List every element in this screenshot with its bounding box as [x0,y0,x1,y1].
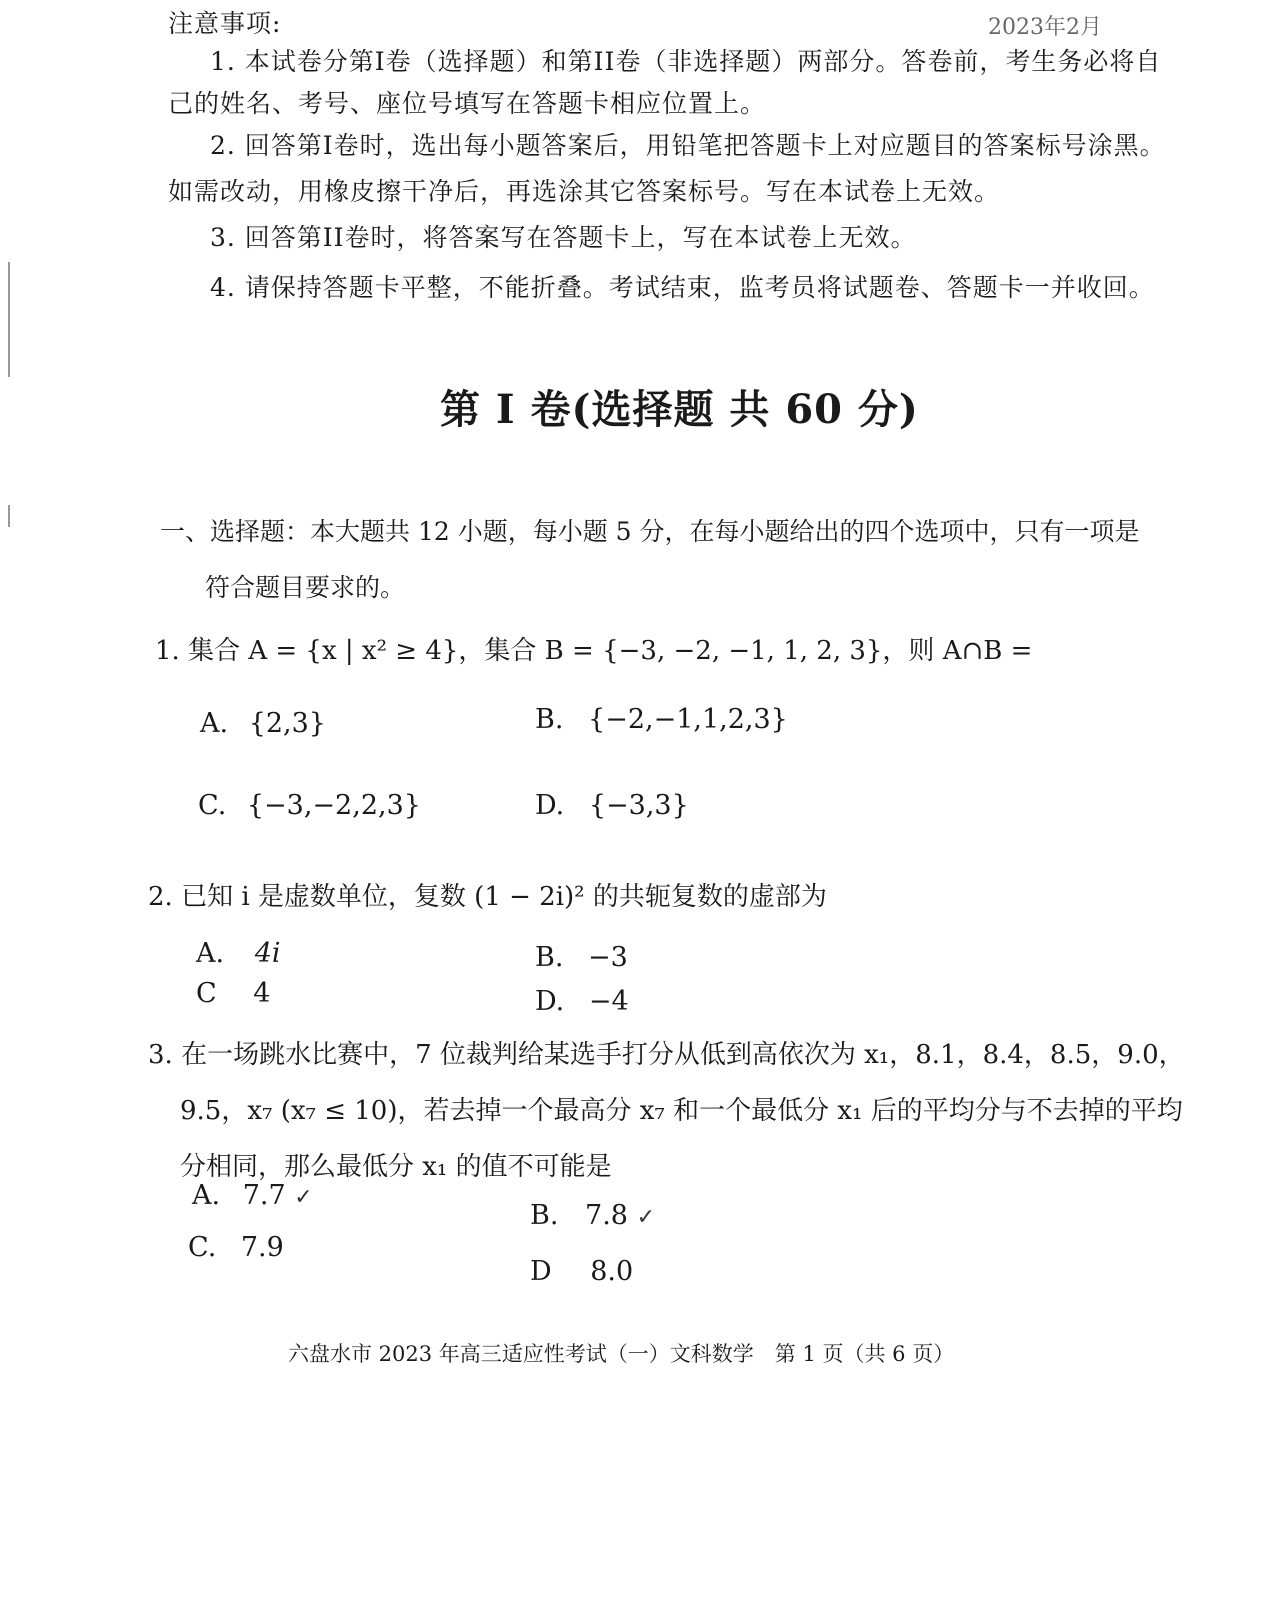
question-1-option-d [535,790,689,821]
question-3-stem-line-1: 3. 在一场跳水比赛中，7 位裁判给某选手打分从低到高依次为 x₁，8.1，8.4，8.5，9.0， [148,1040,1185,1070]
option-label: A. [196,938,225,969]
option-text: −4 [588,986,629,1017]
option-label: D. [535,986,565,1017]
option-text: −3 [588,942,628,973]
option-text: 4 [253,978,271,1009]
section-title: 第 I 卷(选择题 共 60 分) [440,386,919,433]
notice-line-4: 如需改动，用橡皮擦干净后，再选涂其它答案标号。写在本试卷上无效。 [168,177,1001,206]
notice-line-1: 1. 本试卷分第I卷（选择题）和第II卷（非选择题）两部分。答卷前，考生务必将自 [210,47,1162,76]
option-label: B. [530,1200,559,1231]
option-label: C [196,978,217,1009]
option-label: A. [200,708,229,739]
question-1-option-b [535,704,788,735]
option-text: {−3,−2,2,3} [246,790,421,821]
check-mark-icon: ✓ [294,1185,313,1210]
option-label: C. [198,790,227,821]
option-label: A. [192,1180,221,1211]
question-3-stem-line-3: 分相同，那么最低分 x₁ 的值不可能是 [180,1152,612,1182]
option-label: C. [188,1232,217,1263]
option-label: D [530,1256,552,1287]
question-3-option-d [530,1256,633,1287]
notice-line-5: 3. 回答第II卷时，将答案写在答题卡上，写在本试卷上无效。 [210,223,917,252]
option-text: {−3,3} [588,790,689,821]
option-text: 4i [254,938,281,969]
question-1-option-a [200,708,326,739]
option-label: D. [535,790,565,821]
question-2-option-c [196,978,270,1009]
option-text: 7.7 [242,1180,286,1211]
option-text: 7.8 [585,1200,628,1231]
option-text: 8.0 [590,1256,634,1287]
option-text: {−2,−1,1,2,3} [588,704,788,735]
question-3-option-c [188,1232,284,1263]
question-3-option-a [192,1180,313,1211]
section-intro-line-2: 符合题目要求的。 [205,573,406,602]
question-1-stem: 1. 集合 A = {x | x² ≥ 4}，集合 B = {−3, −2, −1, 1, 2, 3}，则 A∩B = [155,636,1033,666]
question-2-option-b [535,942,628,973]
option-text: 7.9 [240,1232,284,1263]
notice-line-3: 2. 回答第I卷时，选出每小题答案后，用铅笔把答题卡上对应题目的答案标号涂黑。 [210,131,1166,160]
check-mark-icon: ✓ [636,1205,656,1230]
question-1-option-c [198,790,421,821]
question-3-option-b [530,1200,655,1231]
option-label: B. [535,704,564,735]
exam-date: 2023年2月 [988,15,1102,40]
notice-line-6: 4. 请保持答题卡平整，不能折叠。考试结束，监考员将试题卷、答题卡一并收回。 [210,273,1155,302]
question-3-stem-line-2: 9.5，x₇ (x₇ ≤ 10)，若去掉一个最高分 x₇ 和一个最低分 x₁ 后的平均分与不去掉的平均 [180,1096,1183,1126]
question-2-stem: 2. 已知 i 是虚数单位，复数 (1 − 2i)² 的共轭复数的虚部为 [148,882,827,912]
page-footer: 六盘水市 2023 年高三适应性考试（一）文科数学 第 1 页（共 6 页） [288,1342,955,1366]
question-2-option-d [535,986,629,1017]
option-label: B. [535,942,564,973]
question-2-option-a [196,938,281,969]
scan-edge-line [8,262,10,377]
scan-edge-line [8,505,10,527]
notice-title: 注意事项: [168,9,282,38]
notice-line-2: 己的姓名、考号、座位号填写在答题卡相应位置上。 [168,89,767,118]
section-intro-line-1: 一、选择题：本大题共 12 小题，每小题 5 分，在每小题给出的四个选项中，只有一项是 [160,517,1140,546]
option-text: {2,3} [248,708,326,739]
